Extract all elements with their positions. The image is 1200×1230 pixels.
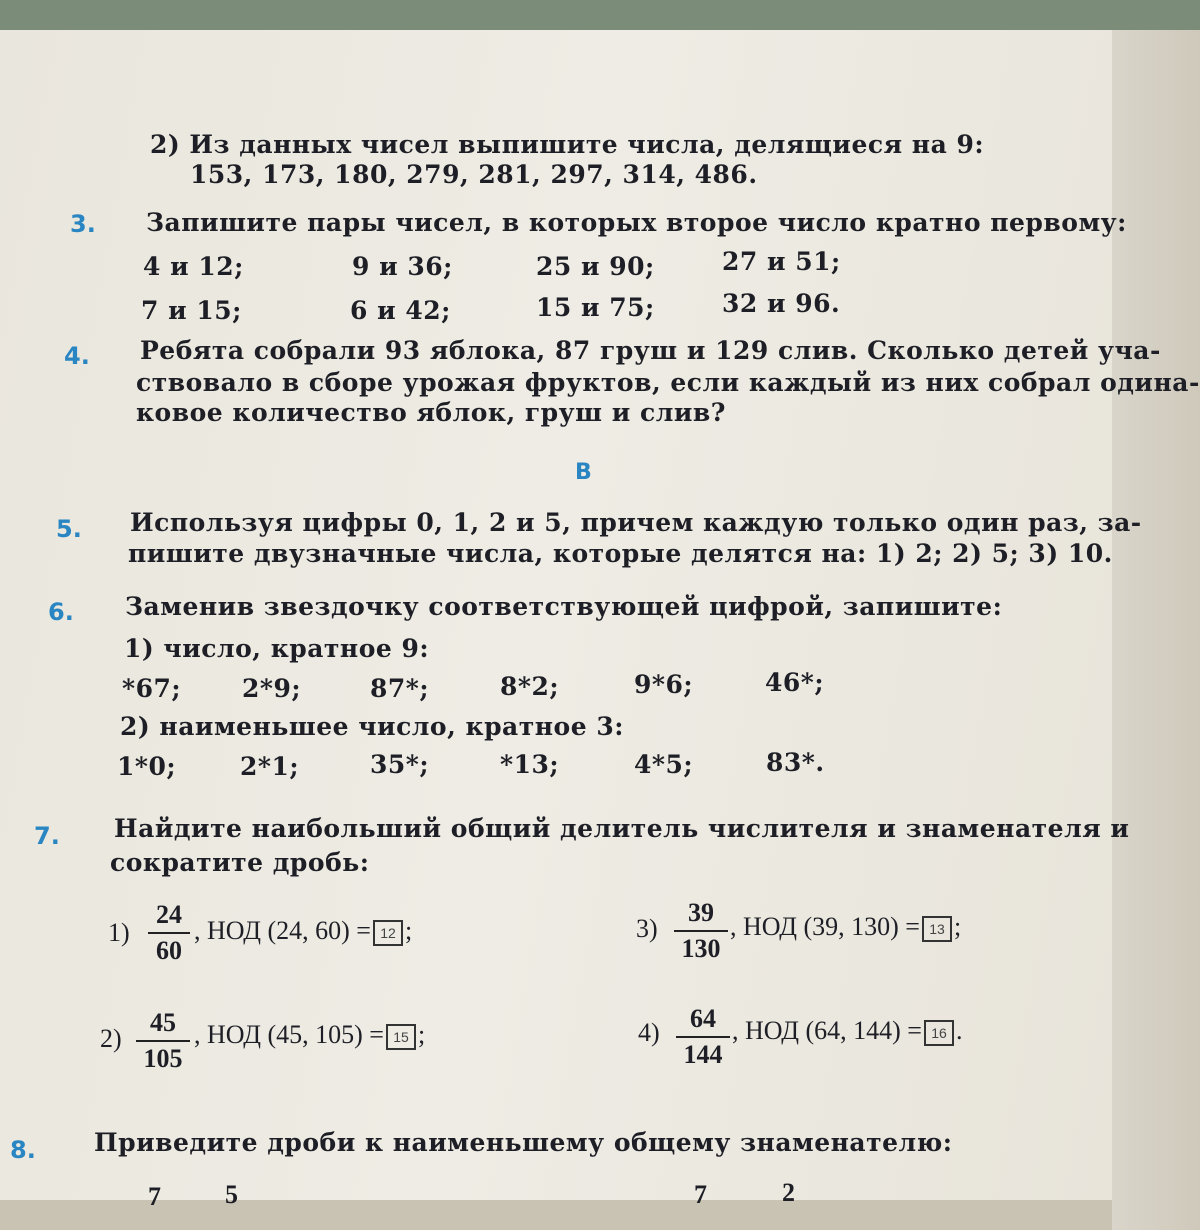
digit-item: 4*5; — [634, 750, 694, 779]
task-6-sub2: 2) наименьшее число, кратное 3: — [120, 712, 624, 741]
pair: 7 и 15; — [141, 296, 242, 325]
task-2-part-2: 2) Из данных чисел выпишите числа, делящиеся на 9: — [150, 130, 985, 159]
item-label: 3) — [636, 914, 658, 943]
fraction-bar — [674, 930, 728, 932]
task-number: 7. — [34, 822, 60, 850]
gcd-text: , НОД (39, 130) = — [730, 912, 920, 941]
numerator: 39 — [688, 898, 714, 927]
fraction-bar — [136, 1040, 190, 1042]
task-4-line: Ребята собрали 93 яблока, 87 груш и 129 слив. Сколько детей уча- — [140, 336, 1161, 365]
task-4-line: ствовало в сборе урожая фруктов, если каждый из них собрал одина- — [136, 368, 1200, 397]
pair: 15 и 75; — [536, 293, 655, 322]
partial-numerator: 7 — [694, 1180, 707, 1209]
gcd-text: , НОД (45, 105) = — [194, 1020, 384, 1049]
digit-item: 35*; — [370, 750, 430, 779]
digit-item: 9*6; — [634, 670, 694, 699]
digit-item: 8*2; — [500, 672, 560, 701]
answer-box: 12 — [373, 920, 403, 946]
pair: 4 и 12; — [143, 252, 244, 281]
partial-numerator: 5 — [225, 1180, 238, 1209]
fraction-bar — [148, 932, 190, 934]
task-number: 3. — [70, 210, 96, 238]
task-6-sub1: 1) число, кратное 9: — [124, 634, 430, 663]
numerator: 45 — [150, 1008, 176, 1037]
answer-box: 15 — [386, 1024, 416, 1050]
partial-numerator: 7 — [148, 1182, 161, 1211]
task-6-text: Заменив звездочку соответствующей цифрой, запишите: — [125, 592, 1003, 621]
section-heading: B — [575, 460, 592, 485]
fraction-bar — [676, 1036, 730, 1038]
gcd-expression — [194, 916, 412, 946]
fraction — [674, 898, 728, 964]
digit-item: *67; — [122, 674, 182, 703]
gcd-text: , НОД (24, 60) = — [194, 916, 371, 945]
pair: 32 и 96. — [722, 289, 841, 318]
task-5-line: пишите двузначные числа, которые делятся на: 1) 2; 2) 5; 3) 10. — [128, 539, 1113, 568]
answer-box: 13 — [922, 916, 952, 942]
numerator: 64 — [690, 1004, 716, 1033]
task-4-line: ковое количество яблок, груш и слив? — [136, 398, 726, 427]
digit-item: 1*0; — [117, 752, 177, 781]
task-number: 8. — [10, 1136, 36, 1164]
answer-box: 16 — [924, 1020, 954, 1046]
task-number: 4. — [64, 342, 90, 370]
book-edge — [0, 0, 1200, 30]
digit-item: 46*; — [765, 668, 825, 697]
gcd-expression — [732, 1016, 962, 1046]
digit-item: 83*. — [766, 748, 825, 777]
task-3-text: Запишите пары чисел, в которых второе число кратно первому: — [146, 208, 1127, 237]
pair: 9 и 36; — [352, 252, 453, 281]
task-7-line: Найдите наибольший общий делитель числителя и знаменателя и — [114, 814, 1130, 843]
task-7-line: сократите дробь: — [110, 848, 370, 877]
denominator: 130 — [681, 934, 721, 963]
task-8-text: Приведите дроби к наименьшему общему знаменателю: — [94, 1128, 953, 1157]
digit-item: *13; — [500, 750, 560, 779]
punct: ; — [953, 912, 962, 941]
fraction — [136, 1008, 190, 1074]
digit-item: 87*; — [370, 674, 430, 703]
item-label: 1) — [108, 918, 130, 947]
denominator: 144 — [683, 1040, 723, 1069]
denominator: 105 — [143, 1044, 183, 1073]
punct: ; — [417, 1020, 426, 1049]
numerator: 24 — [156, 900, 182, 929]
task-5-line: Используя цифры 0, 1, 2 и 5, причем каждую только один раз, за- — [130, 508, 1142, 537]
fraction — [676, 1004, 730, 1070]
gcd-expression — [194, 1020, 425, 1050]
digit-item: 2*9; — [242, 674, 302, 703]
task-number: 5. — [56, 515, 82, 543]
partial-numerator: 2 — [782, 1178, 795, 1207]
digit-item: 2*1; — [240, 752, 300, 781]
item-label: 2) — [100, 1024, 122, 1053]
denominator: 60 — [156, 936, 182, 965]
gcd-expression — [730, 912, 961, 942]
gcd-text: , НОД (64, 144) = — [732, 1016, 922, 1045]
pair: 25 и 90; — [536, 252, 655, 281]
task-2-numbers: 153, 173, 180, 279, 281, 297, 314, 486. — [190, 160, 758, 189]
pair: 27 и 51; — [722, 247, 841, 276]
fraction — [148, 900, 190, 966]
pair: 6 и 42; — [350, 296, 451, 325]
punct: ; — [404, 916, 413, 945]
task-number: 6. — [48, 598, 74, 626]
punct: . — [955, 1016, 963, 1045]
item-label: 4) — [638, 1018, 660, 1047]
